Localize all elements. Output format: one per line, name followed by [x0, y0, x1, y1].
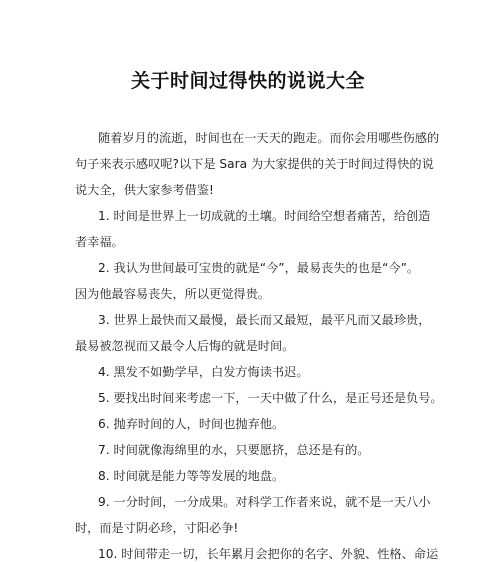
- intro-line-2: 句子来表示感叹呢?以下是 Sara 为大家提供的关于时间过得快的说: [75, 157, 434, 171]
- item-8-line-1: 8. 时间就是能力等等发展的地盘。: [98, 469, 285, 483]
- item-9-line-1: 9. 一分时间，一分成果。对科学工作者来说，就不是一天八小: [98, 495, 431, 509]
- item-1-line-2: 者幸福。: [75, 235, 124, 249]
- item-3-line-1: 3. 世界上最快而又最慢，最长而又最短，最平凡而又最珍贵，: [98, 313, 431, 327]
- intro-line-1: 随着岁月的流逝，时间也在一天天的跑走。而你会用哪些伤感的: [98, 131, 440, 145]
- document-title: 关于时间过得快的说说大全: [130, 70, 365, 92]
- item-6-line-1: 6. 抛弃时间的人，时间也抛弃他。: [98, 417, 285, 431]
- item-2-line-2: 因为他最容易丧失，所以更觉得贵。: [75, 287, 270, 301]
- item-4-line-1: 4. 黑发不如勤学早，白发方悔读书迟。: [98, 365, 309, 379]
- item-3-line-2: 最易被忽视而又最令人后悔的就是时间。: [75, 339, 295, 353]
- item-9-line-2: 时，而是寸阴必珍，寸阳必争!: [75, 521, 239, 535]
- item-7-line-1: 7. 时间就像海绵里的水，只要愿挤，总还是有的。: [98, 443, 370, 457]
- item-1-line-1: 1. 时间是世界上一切成就的土壤。时间给空想者痛苦，给创造: [98, 209, 431, 223]
- item-5-line-1: 5. 要找出时间来考虑一下，一天中做了什么，是正号还是负号。: [98, 391, 443, 405]
- item-2-line-1: 2. 我认为世间最可宝贵的就是“今”，最易丧失的也是“今”。: [98, 261, 420, 275]
- intro-line-3: 说大全，供大家参考借鉴!: [75, 183, 214, 197]
- item-10-line-1: 10. 时间带走一切，长年累月会把你的名字、外貌、性格、命运: [98, 547, 439, 561]
